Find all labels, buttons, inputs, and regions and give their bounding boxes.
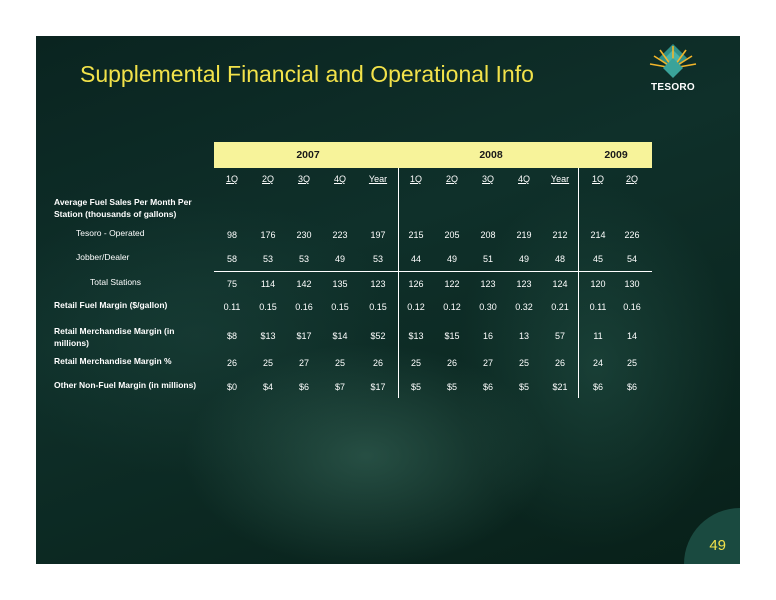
table-cell: 135 [332,279,348,289]
row-label: Total Stations [90,277,142,287]
table-cell: 16 [482,331,493,341]
table-cell: $6 [592,382,603,392]
table-cell: 0.32 [515,302,533,312]
table-cell: 26 [446,358,457,368]
quarter-header: 1Q [409,174,422,184]
table-cell: $17 [370,382,386,392]
table-cell: $5 [410,382,421,392]
table-cell: 51 [482,254,493,264]
table-cell: 223 [332,230,348,240]
slide-title: Supplemental Financial and Operational Info [80,61,534,87]
table-cell: 0.12 [407,302,425,312]
table-cell: $8 [226,331,237,341]
table-cell: $4 [262,382,273,392]
table-cell: 26 [226,358,237,368]
table-cell: 13 [518,331,529,341]
table-cell: 142 [296,279,312,289]
table-cell: 0.16 [295,302,313,312]
table-cell: 215 [408,230,424,240]
table-cell: 49 [446,254,457,264]
table-cell: $21 [552,382,568,392]
table-cell: 123 [370,279,386,289]
table-cell: $5 [446,382,457,392]
table-cell: $6 [626,382,637,392]
page-number: 49 [709,537,726,554]
table-cell: 49 [518,254,529,264]
table-cell: 25 [518,358,529,368]
year-header-2008: 2008 [402,142,580,168]
quarter-header: 2Q [261,174,274,184]
table-cell: $15 [444,331,460,341]
table-cell: 44 [410,254,421,264]
quarter-header: 2Q [445,174,458,184]
table-cell: 176 [260,230,276,240]
table-cell: 0.11 [589,302,607,312]
quarter-header: Year [368,174,388,184]
table-cell: 75 [226,279,237,289]
table-cell: 98 [226,230,237,240]
table-cell: 57 [554,331,565,341]
table-cell: 26 [554,358,565,368]
year-header-2009: 2009 [580,142,652,168]
total-stations-divider [214,271,652,272]
quarter-header: 4Q [333,174,346,184]
table-cell: 212 [552,230,568,240]
table-cell: $17 [296,331,312,341]
row-label: Retail Merchandise Margin % [54,356,172,366]
table-cell: $13 [260,331,276,341]
table-cell: 26 [372,358,383,368]
table-cell: $5 [518,382,529,392]
table-cell: 122 [444,279,460,289]
year-header-2007: 2007 [214,142,402,168]
table-cell: 54 [626,254,637,264]
table-cell: 11 [593,331,603,341]
table-cell: 219 [516,230,532,240]
table-cell: 58 [226,254,237,264]
row-label: Retail Fuel Margin ($/gallon) [54,300,168,310]
table-cell: 27 [298,358,309,368]
table-cell: 230 [296,230,312,240]
row-label: Retail Merchandise Margin (in millions) [54,326,175,348]
table-cell: 49 [334,254,345,264]
table-cell: 114 [260,279,276,289]
table-cell: 45 [592,254,603,264]
quarter-header: 1Q [591,174,604,184]
row-label: Jobber/Dealer [76,252,130,262]
quarter-header: 3Q [297,174,310,184]
quarter-header: 3Q [481,174,494,184]
table-cell: 226 [624,230,640,240]
table-cell: 0.11 [223,302,241,312]
table-cell: 124 [552,279,568,289]
table-cell: $0 [226,382,237,392]
table-cell: $14 [332,331,348,341]
slide [36,36,740,564]
table-cell: 123 [516,279,532,289]
table-cell: 0.30 [479,302,497,312]
table-cell: $6 [482,382,493,392]
financial-table [36,36,740,564]
table-cell: 53 [262,254,273,264]
row-label: Other Non-Fuel Margin (in millions) [54,380,197,390]
table-cell: 130 [624,279,640,289]
quarter-header: Year [550,174,570,184]
row-label: Tesoro - Operated [76,228,145,238]
logo-text: TESORO [650,82,696,93]
table-cell: 123 [480,279,496,289]
table-cell: 0.12 [443,302,461,312]
quarter-header: 1Q [225,174,238,184]
table-cell: 14 [626,331,637,341]
table-cell: 0.21 [551,302,569,312]
table-cell: 25 [626,358,637,368]
table-cell: 126 [408,279,424,289]
table-cell: 0.16 [623,302,641,312]
quarter-header: 2Q [625,174,638,184]
table-cell: 25 [334,358,345,368]
table-cell: 48 [554,254,565,264]
table-cell: 24 [592,358,603,368]
table-cell: 27 [482,358,493,368]
table-cell: 197 [370,230,386,240]
table-cell: 120 [590,279,606,289]
section-label-fuel-sales: Average Fuel Sales Per Month Per Station (thousands of gallons) [54,197,192,219]
quarter-header: 4Q [517,174,530,184]
table-cell: 0.15 [331,302,349,312]
table-cell: 205 [444,230,460,240]
table-cell: 0.15 [259,302,277,312]
table-cell: 208 [480,230,496,240]
table-cell: $7 [334,382,345,392]
table-cell: 214 [590,230,606,240]
table-cell: $6 [298,382,309,392]
table-cell: 0.15 [369,302,387,312]
table-cell: 25 [410,358,421,368]
table-cell: $13 [408,331,424,341]
table-cell: 53 [372,254,383,264]
table-cell: $52 [370,331,386,341]
table-cell: 25 [262,358,273,368]
table-cell: 53 [298,254,309,264]
